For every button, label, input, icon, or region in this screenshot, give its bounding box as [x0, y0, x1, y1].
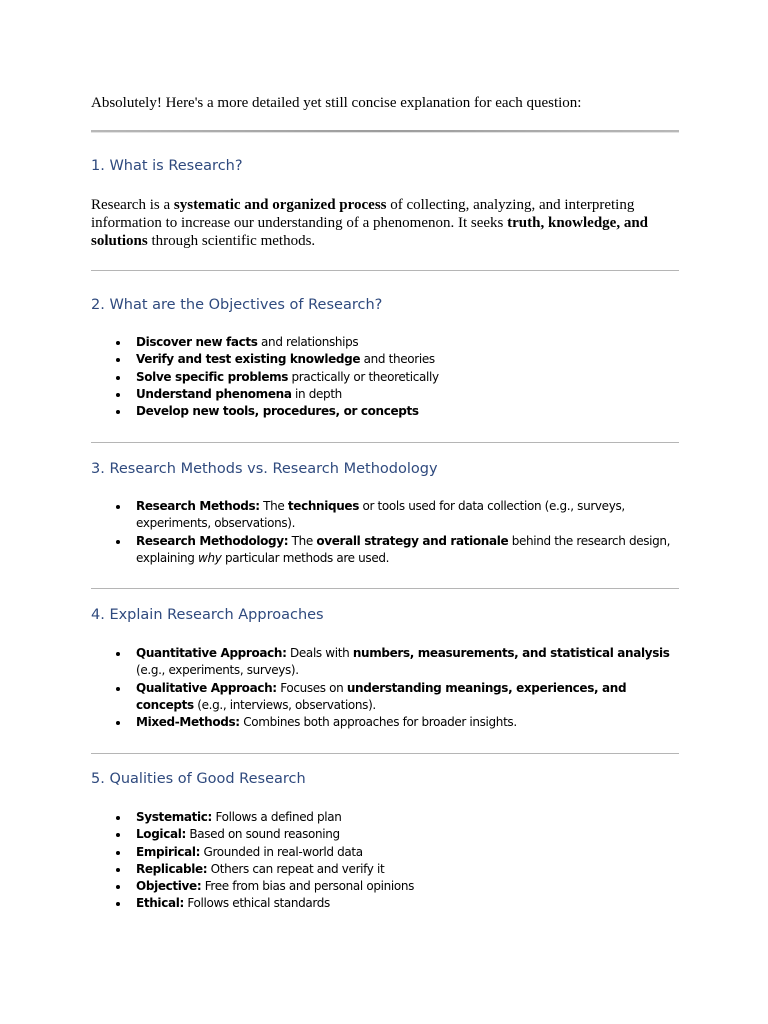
bullet-icon	[116, 902, 120, 906]
item-bold: numbers, measurements, and statistical analysis	[352, 646, 670, 660]
item-text: Combines both approaches for broader insights.	[239, 715, 517, 730]
list-item	[91, 861, 679, 878]
list-item	[91, 334, 679, 351]
list-item	[91, 878, 679, 895]
bullet-icon	[116, 652, 120, 656]
objectives-list	[91, 334, 679, 420]
methods-list	[91, 498, 679, 567]
item-text: Deals with	[286, 646, 353, 660]
item-text: (e.g., experiments, surveys).	[136, 663, 299, 678]
item-bold: Logical:	[136, 827, 186, 842]
item-bold: Mixed-Methods:	[136, 715, 240, 730]
item-text: (e.g., interviews, observations).	[193, 697, 376, 712]
item-text: particular methods are used.	[221, 550, 390, 565]
item-bold: Qualitative Approach:	[136, 680, 277, 695]
item-text: practically or theoretically	[288, 369, 439, 384]
item-bold: Verify and test existing knowledge	[136, 352, 361, 367]
list-item	[91, 533, 679, 568]
bullet-icon	[116, 721, 120, 725]
section-3-heading: 3. Research Methods vs. Research Methodology	[91, 461, 438, 477]
item-bold: Develop new tools, procedures, or concepts	[136, 404, 419, 419]
list-item	[91, 403, 679, 420]
section-5-heading: 5. Qualities of Good Research	[91, 771, 306, 787]
item-text: Free from bias and personal opinions	[201, 879, 414, 894]
item-text: Follows ethical standards	[183, 896, 330, 911]
section-divider	[91, 442, 679, 443]
list-item	[91, 386, 679, 403]
section-2-heading: 2. What are the Objectives of Research?	[91, 297, 383, 313]
para-bold: systematic and organized process	[173, 197, 387, 213]
list-item	[91, 351, 679, 368]
bullet-icon	[116, 833, 120, 837]
list-item	[91, 498, 679, 533]
item-bold: Quantitative Approach:	[136, 646, 287, 660]
item-bold: Replicable:	[136, 861, 208, 876]
item-text: in depth	[291, 386, 342, 401]
para-text: through scientific methods.	[147, 233, 316, 249]
list-item	[91, 369, 679, 386]
item-text: behind the research design, explaining	[136, 533, 671, 565]
approaches-list	[91, 645, 679, 731]
item-bold: techniques	[287, 499, 360, 513]
list-item	[91, 809, 679, 826]
top-divider	[91, 130, 679, 133]
item-bold: understanding meanings, experiences, and concepts	[136, 680, 627, 712]
section-divider	[91, 270, 679, 271]
item-text: Follows a defined plan	[212, 810, 342, 824]
item-text: and relationships	[257, 335, 359, 349]
item-bold: Ethical:	[136, 896, 184, 911]
item-bold: Objective:	[136, 879, 202, 894]
bullet-icon	[116, 358, 120, 362]
intro-text: Absolutely! Here's a more detailed yet still concise explanation for each question:	[91, 95, 582, 111]
bullet-icon	[116, 540, 120, 544]
list-item	[91, 714, 679, 731]
item-text: Based on sound reasoning	[185, 827, 340, 842]
para-text: of collecting, analyzing, and interpreting information to increase our understanding of a phenomenon. It seeks	[91, 197, 635, 231]
list-item	[91, 645, 679, 680]
bullet-icon	[116, 393, 120, 397]
list-item	[91, 826, 679, 843]
item-bold: Systematic:	[136, 810, 212, 824]
item-bold: overall strategy and rationale	[316, 533, 509, 548]
item-bold: Research Methodology:	[136, 533, 289, 548]
item-bold: Solve specific problems	[136, 369, 289, 384]
bullet-icon	[116, 885, 120, 889]
qualities-list	[91, 809, 679, 913]
section-1-heading: 1. What is Research?	[91, 158, 243, 174]
section-divider	[91, 588, 679, 589]
item-italic: why	[198, 550, 222, 565]
bullet-icon	[116, 505, 120, 509]
item-text: Others can repeat and verify it	[207, 861, 385, 876]
bullet-icon	[116, 410, 120, 414]
para-bold: truth, knowledge, and solutions	[91, 215, 648, 249]
bullet-icon	[116, 816, 120, 820]
list-item	[91, 844, 679, 861]
item-bold: Understand phenomena	[136, 386, 292, 401]
bullet-icon	[116, 868, 120, 872]
item-text: The	[259, 499, 288, 513]
bullet-icon	[116, 376, 120, 380]
para-text: Research is a	[91, 197, 174, 213]
bullet-icon	[116, 851, 120, 855]
item-text: and theories	[360, 352, 435, 367]
list-item	[91, 680, 679, 715]
bullet-icon	[116, 687, 120, 691]
bullet-icon	[116, 341, 120, 345]
item-bold: Research Methods:	[136, 499, 260, 513]
section-1-paragraph	[91, 196, 679, 250]
item-text: Grounded in real-world data	[200, 844, 363, 859]
item-bold: Discover new facts	[136, 335, 258, 349]
item-bold: Empirical:	[136, 844, 201, 859]
item-text: The	[288, 533, 317, 548]
list-item	[91, 895, 679, 912]
section-divider	[91, 753, 679, 754]
section-4-heading: 4. Explain Research Approaches	[91, 607, 324, 623]
item-text: Focuses on	[276, 680, 347, 695]
item-text: or tools used for data collection (e.g., surveys, experiments, observations).	[136, 499, 625, 531]
